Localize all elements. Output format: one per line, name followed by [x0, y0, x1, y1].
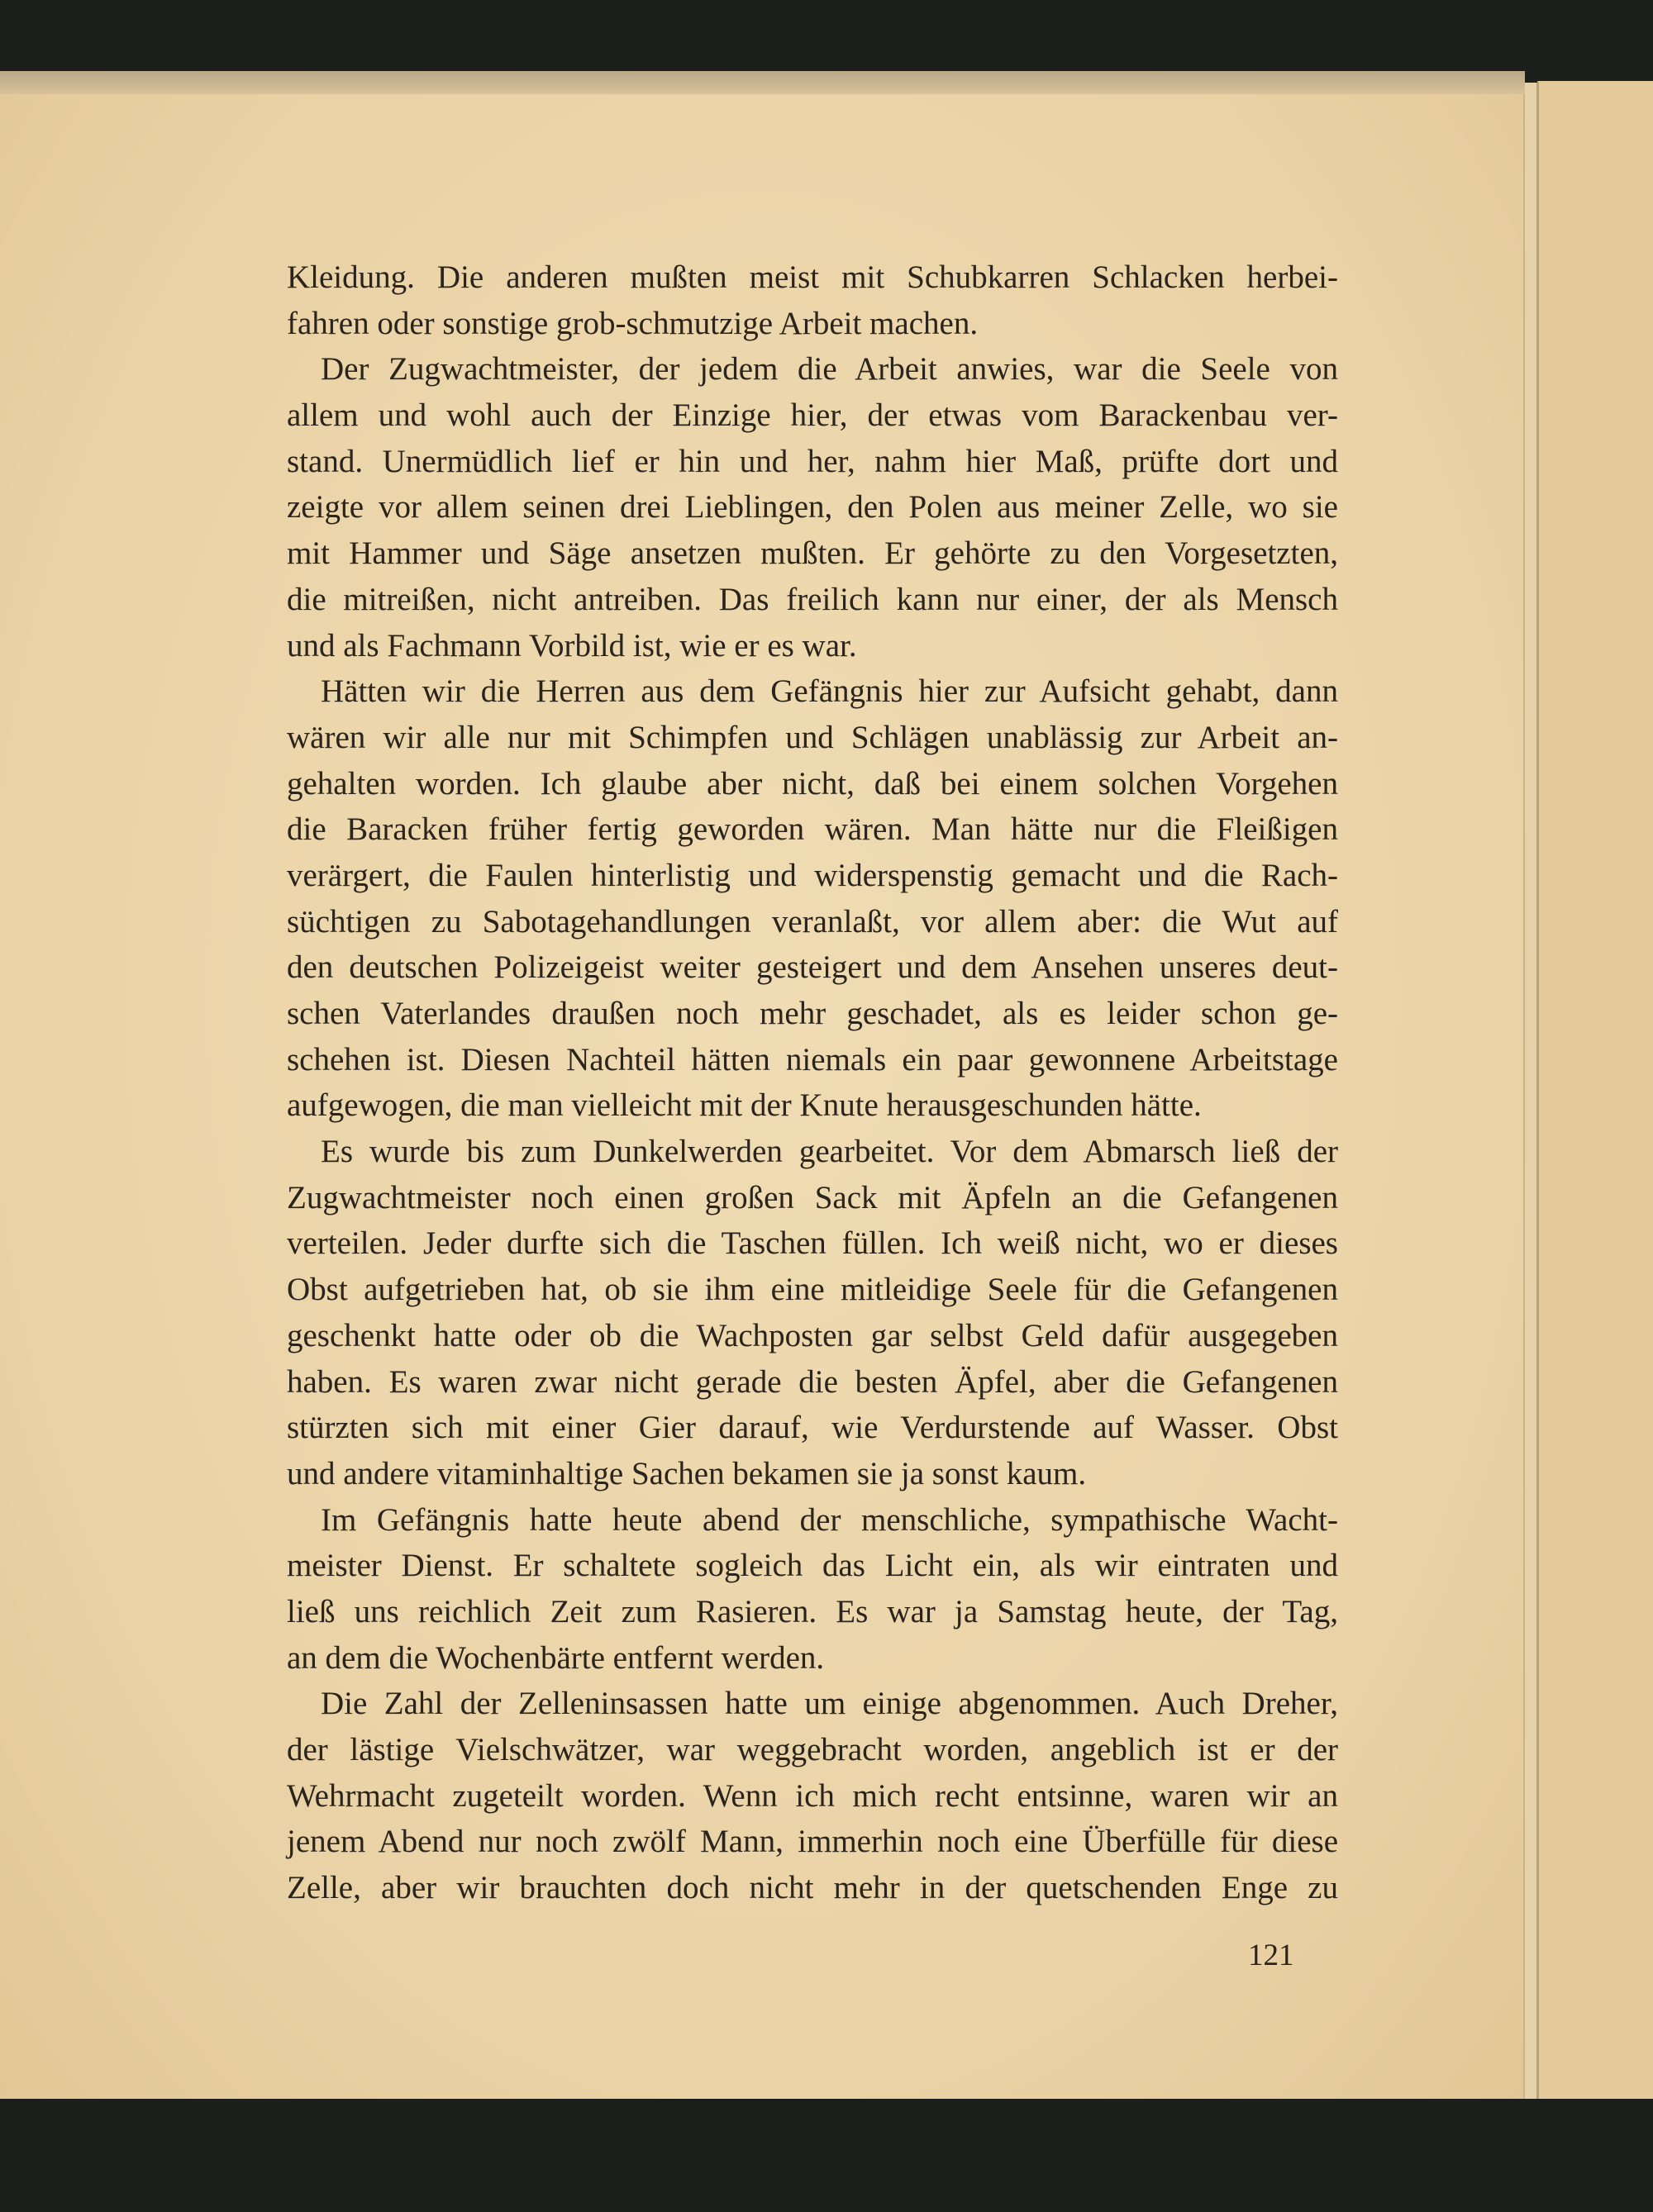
- text-line: gehalten worden. Ich glaube aber nicht, daß bei einem solchen Vorgehen: [287, 765, 1338, 802]
- page-number: 121: [1248, 1938, 1294, 1972]
- text-line: und andere vitaminhaltige Sachen bekamen sie ja sonst kaum.: [287, 1455, 1087, 1491]
- text-line: die Baracken früher fertig geworden wären. Man hätte nur die Fleißigen: [287, 811, 1338, 848]
- text-line: haben. Es waren zwar nicht gerade die besten Äpfel, aber die Gefangenen: [287, 1363, 1338, 1400]
- text-line: der lästige Vielschwätzer, war weggebracht worden, angeblich ist er der: [287, 1732, 1338, 1767]
- paragraph: [287, 346, 1338, 668]
- text-line: meister Dienst. Er schaltete sogleich das Licht ein, als wir eintraten und: [287, 1548, 1338, 1584]
- text-line: Kleidung. Die anderen mußten meist mit Schubkarren Schlacken herbei-: [287, 259, 1338, 295]
- text-line: Im Gefängnis hatte heute abend der menschliche, sympathische Wacht-: [321, 1501, 1338, 1538]
- text-line: Wehrmacht zugeteilt worden. Wenn ich mich recht entsinne, waren wir an: [287, 1777, 1338, 1814]
- text-line: ließ uns reichlich Zeit zum Rasieren. Es war ja Samstag heute, der Tag,: [287, 1593, 1338, 1629]
- text-line: Obst aufgetrieben hat, ob sie ihm eine mitleidige Seele für die Gefangenen: [287, 1272, 1338, 1308]
- text-line: stürzten sich mit einer Gier darauf, wie Verdurstende auf Wasser. Obst: [287, 1410, 1338, 1446]
- paragraph: [287, 1129, 1338, 1497]
- text-line: den deutschen Polizeigeist weiter gesteigert und dem Ansehen unseres deut-: [287, 949, 1338, 986]
- text-line: Es wurde bis zum Dunkelwerden gearbeitet. Vor dem Abmarsch ließ der: [321, 1134, 1338, 1170]
- text-line: Hätten wir die Herren aus dem Gefängnis hier zur Aufsicht gehabt, dann: [321, 673, 1338, 710]
- text-line: jenem Abend nur noch zwölf Mann, immerhin noch eine Überfülle für diese: [287, 1824, 1338, 1860]
- text-line: schen Vaterlandes draußen noch mehr geschadet, als es leider schon ge-: [287, 996, 1338, 1031]
- page-fore-edge: [1523, 83, 1539, 2099]
- text-line: stand. Unermüdlich lief er hin und her, nahm hier Maß, prüfte dort und: [287, 443, 1338, 479]
- text-line: mit Hammer und Säge ansetzen mußten. Er gehörte zu den Vorgesetzten,: [287, 535, 1338, 572]
- text-line: und als Fachmann Vorbild ist, wie er es war.: [287, 627, 857, 664]
- text-line: schehen ist. Diesen Nachteil hätten niemals ein paar gewonnene Arbeitstage: [287, 1041, 1338, 1077]
- text-line: allem und wohl auch der Einzige hier, der etwas vom Barackenbau ver-: [287, 397, 1338, 434]
- text-line: verteilen. Jeder durfte sich die Taschen füllen. Ich weiß nicht, wo er dieses: [287, 1225, 1338, 1262]
- text-line: die mitreißen, nicht antreiben. Das freilich kann nur einer, der als Mensch: [287, 581, 1338, 617]
- text-line: Die Zahl der Zelleninsassen hatte um einige abgenommen. Auch Dreher,: [321, 1686, 1338, 1722]
- text-line: Der Zugwachtmeister, der jedem die Arbeit anwies, war die Seele von: [321, 351, 1338, 388]
- text-line: zeigte vor allem seinen drei Lieblingen, den Polen aus meiner Zelle, wo sie: [287, 489, 1338, 526]
- scan-background-top: [0, 0, 1653, 79]
- text-line: fahren oder sonstige grob-schmutzige Arbeit machen.: [287, 305, 979, 341]
- paragraph: [287, 1681, 1338, 1910]
- scan-background-bottom: [0, 2099, 1653, 2212]
- body-text: [287, 254, 1338, 1911]
- text-line: aufgewogen, die man vielleicht mit der Knute herausgeschunden hätte.: [287, 1087, 1202, 1124]
- text-line: verärgert, die Faulen hinterlistig und widerspenstig gemacht und die Rach-: [287, 857, 1338, 893]
- paragraph: [287, 1497, 1338, 1682]
- paragraph: [287, 254, 1338, 346]
- text-line: geschenkt hatte oder ob die Wachposten gar selbst Geld dafür ausgegeben: [287, 1317, 1338, 1353]
- binding-strip: [0, 71, 1525, 94]
- paragraph: [287, 668, 1338, 1129]
- adjacent-page-edge: [1537, 81, 1653, 2099]
- text-line: süchtigen zu Sabotagehandlungen veranlaßt, vor allem aber: die Wut auf: [287, 903, 1338, 940]
- text-line: wären wir alle nur mit Schimpfen und Schlägen unablässig zur Arbeit an-: [287, 719, 1338, 755]
- text-line: Zugwachtmeister noch einen großen Sack mit Äpfeln an die Gefangenen: [287, 1179, 1338, 1215]
- text-line: an dem die Wochenbärte entfernt werden.: [287, 1639, 825, 1676]
- text-line: Zelle, aber wir brauchten doch nicht mehr in der quetschenden Enge zu: [287, 1870, 1338, 1906]
